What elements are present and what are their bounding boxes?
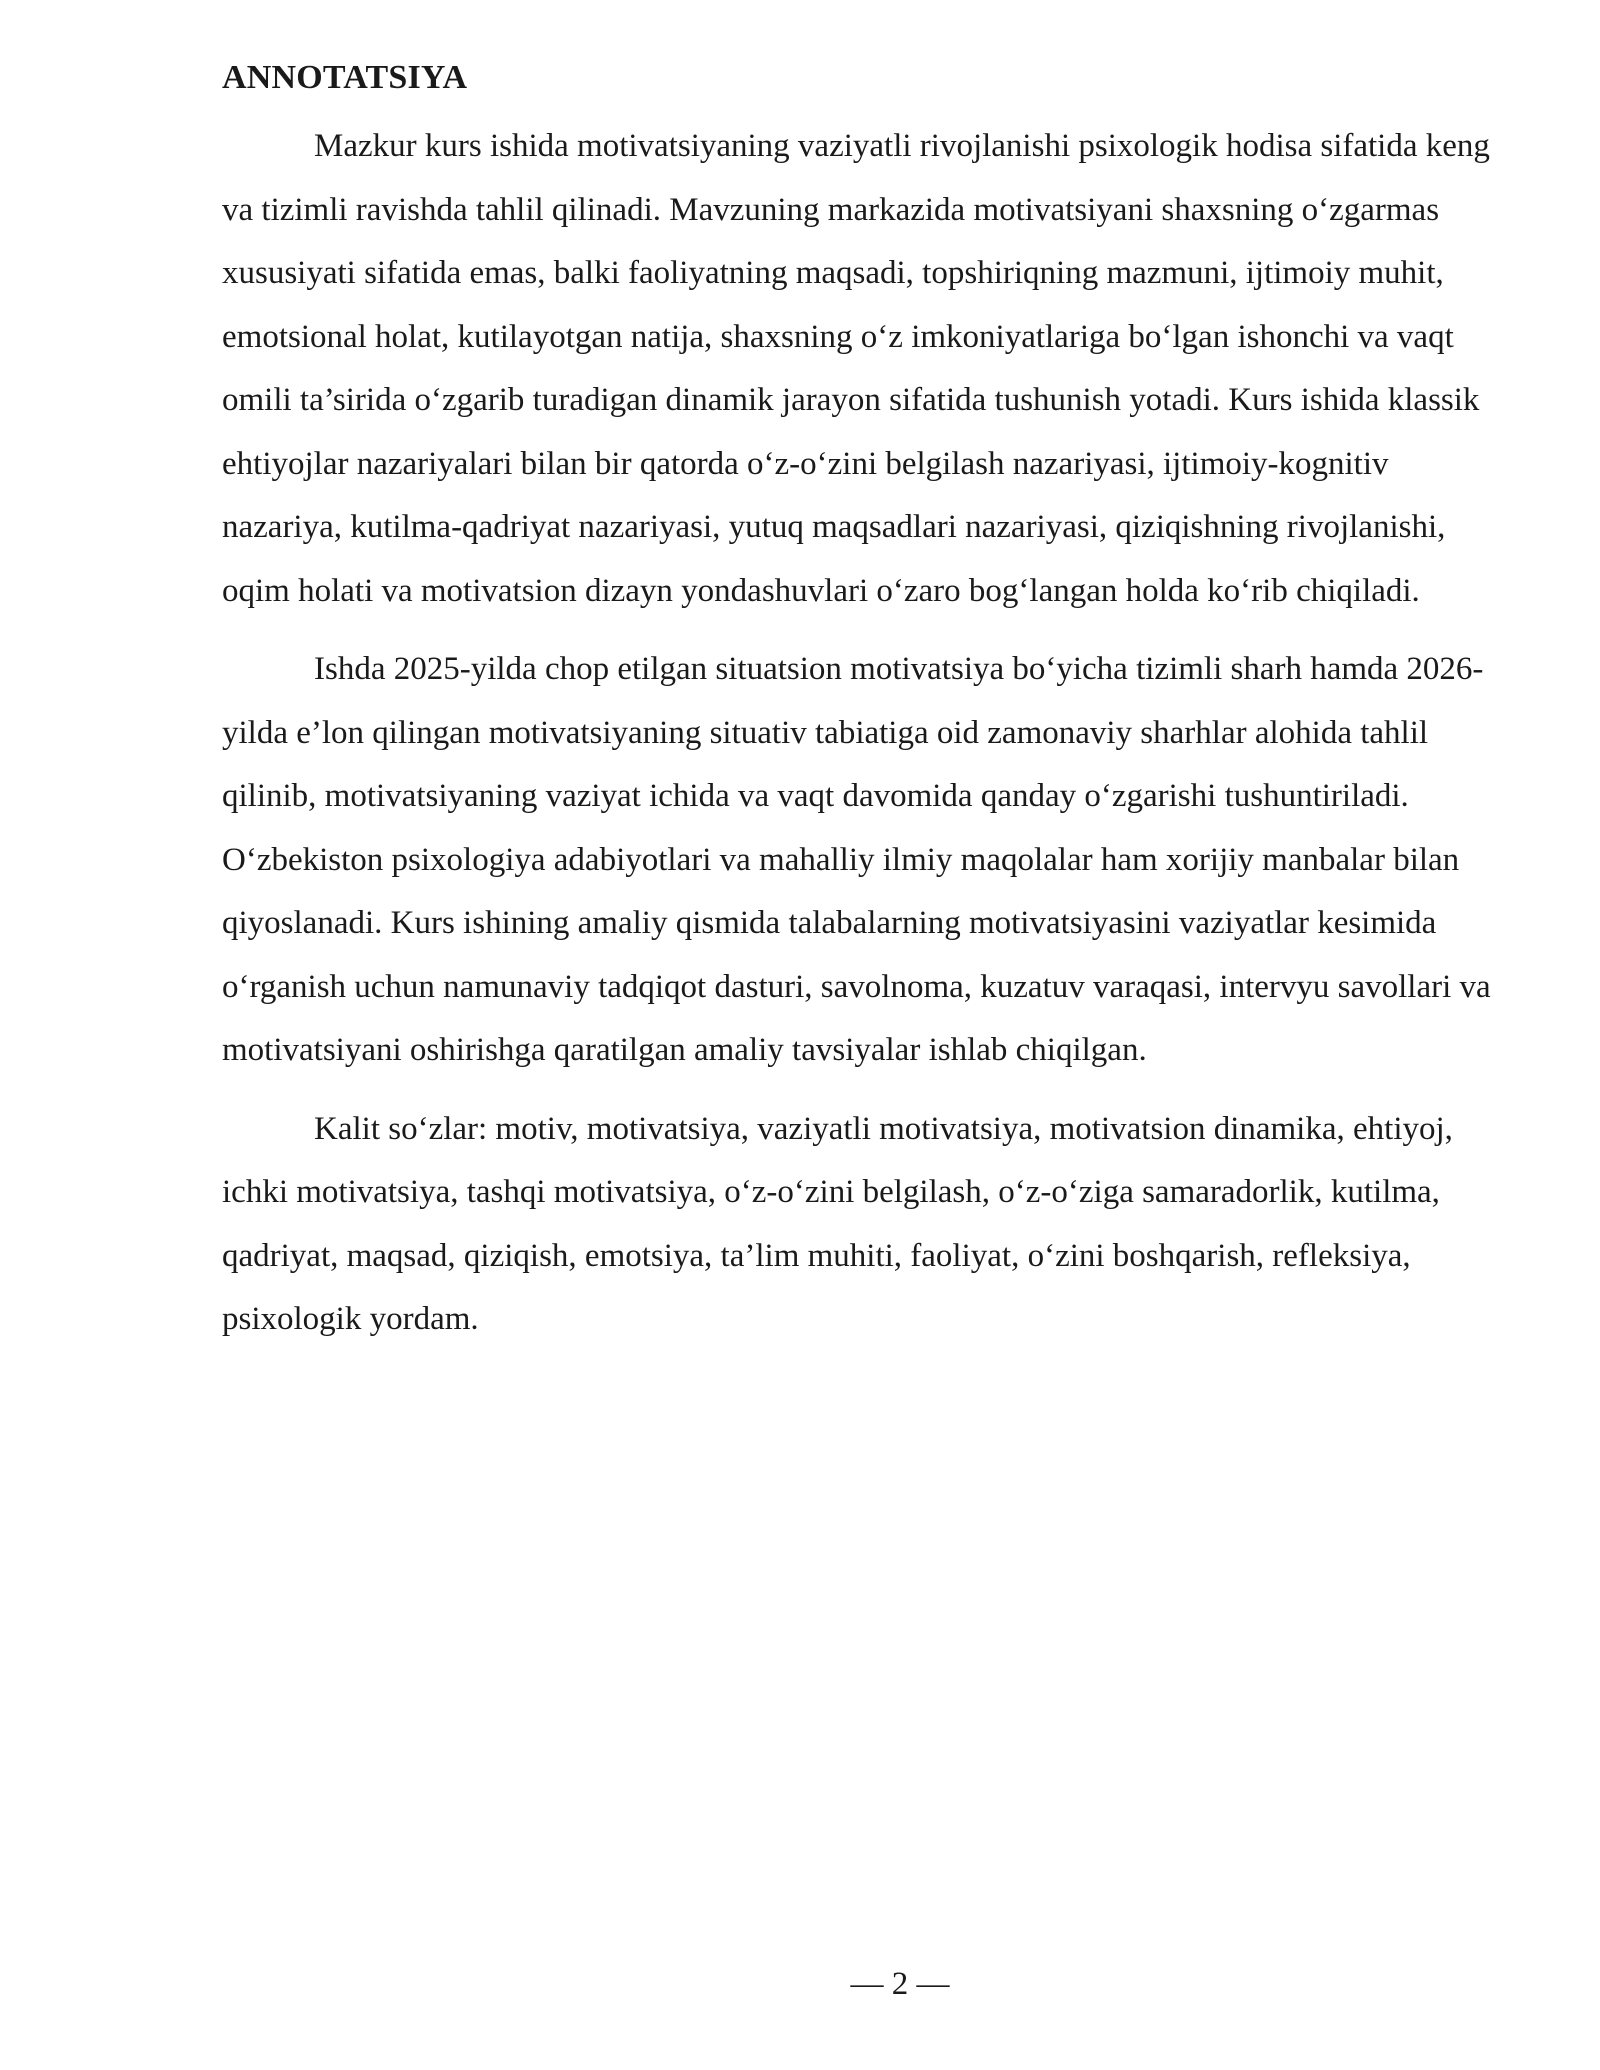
paragraph-keywords: Kalit so‘zlar: motiv, motivatsiya, vaziyatli motivatsiya, motivatsion dinamika, ehtiyoj, ichki motivatsiya, tashqi motivatsiya, o‘z-o‘zini belgilash, o‘z-o‘ziga samaradorlik, kutilma, qadriyat, maqsad, qiziqish, emotsiya, ta’lim muhiti, faoliyat, o‘zini boshqarish, refleksiya, psixologik yordam. (222, 1110, 1453, 1337)
section-heading: ANNOTATSIYA (222, 59, 468, 96)
page-number-footer (0, 1962, 1600, 2006)
paragraph-abstract-2: Ishda 2025-yilda chop etilgan situatsion motivatsiya bo‘yicha tizimli sharh hamda 2026-yilda e’lon qilingan motivatsiyaning situativ tabiatiga oid zamonaviy sharhlar alohida tahlil qilinib, motivatsiyaning vaziyat ichida va vaqt davomida qanday o‘zgarishi tushuntiriladi. O‘zbekiston psixologiya adabiyotlari va mahalliy ilmiy maqolalar ham xorijiy manbalar bilan qiyoslanadi. Kurs ishining amaliy qismida talabalarning motivatsiyasini vaziyatlar kesimida o‘rganish uchun namunaviy tadqiqot dasturi, savolnoma, kuzatuv varaqasi, intervyu savollari va motivatsiyani oshirishga qaratilgan amaliy tavsiyalar ishlab chiqilgan. (222, 651, 1491, 1068)
paragraph-abstract-1: Mazkur kurs ishida motivatsiyaning vaziyatli rivojlanishi psixologik hodisa sifatida keng va tizimli ravishda tahlil qilinadi. Mavzuning markazida motivatsiyani shaxsning o‘zgarmas xususiyati sifatida emas, balki faoliyatning maqsadi, topshiriqning mazmuni, ijtimoiy muhit, emotsional holat, kutilayotgan natija, shaxsning o‘z imkoniyatlariga bo‘lgan ishonchi va vaqt omili ta’sirida o‘zgarib turadigan dinamik jarayon sifatida tushunish yotadi. Kurs ishida klassik ehtiyojlar nazariyalari bilan bir qatorda o‘z-o‘zini belgilash nazariyasi, ijtimoiy-kognitiv nazariya, kutilma-qadriyat nazariyasi, yutuq maqsadlari nazariyasi, qiziqishning rivojlanishi, oqim holati va motivatsion dizayn yondashuvlari o‘zaro bog‘langan holda ko‘rib chiqiladi. (222, 128, 1490, 609)
page-content (222, 55, 1492, 1367)
page-number: — 2 — (850, 1966, 950, 2002)
